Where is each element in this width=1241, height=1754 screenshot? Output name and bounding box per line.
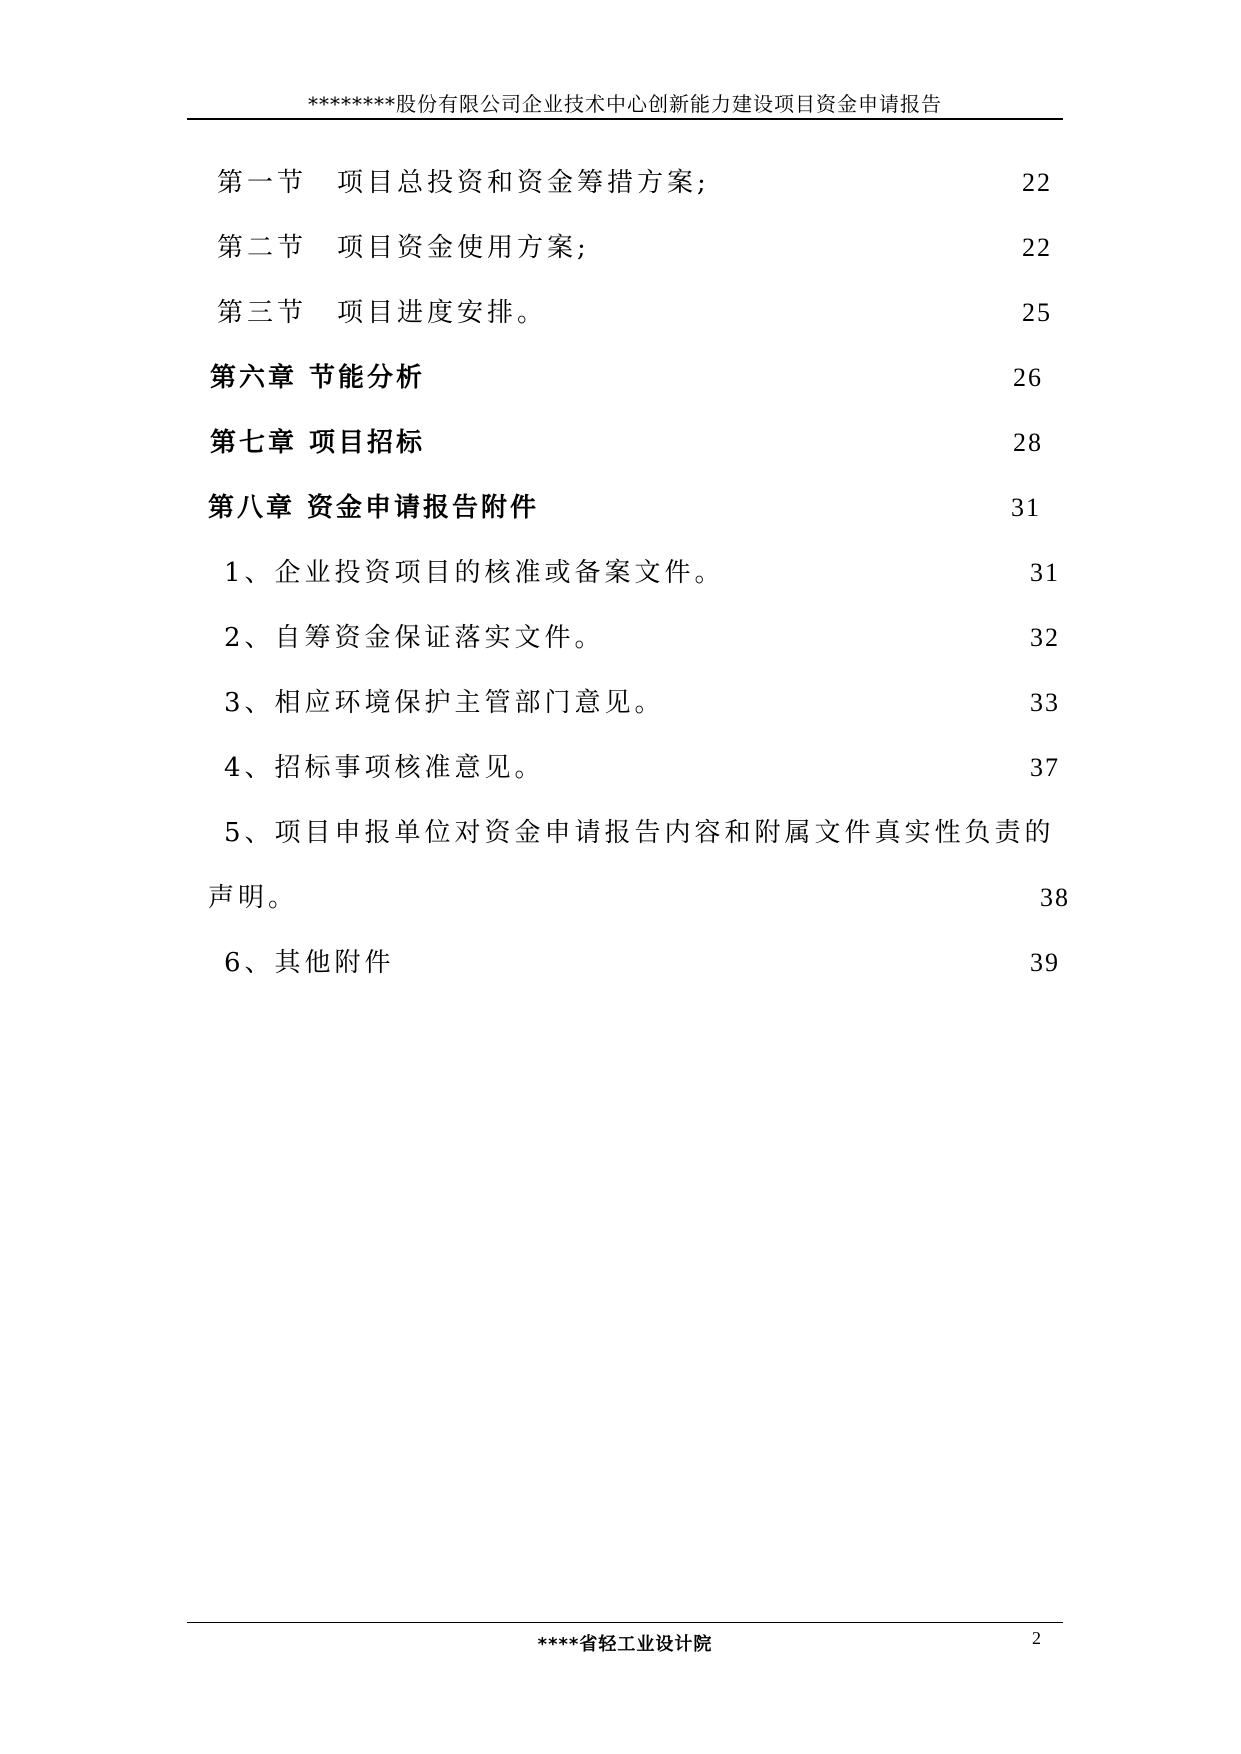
toc-entry-page: 25: [1022, 298, 1052, 327]
toc-entry-label: 第八章 资金申请报告附件: [208, 493, 540, 523]
toc-entry-section-3: [0, 293, 1241, 333]
toc-entry-attachment-5: [0, 813, 1241, 853]
footer-page-number: 2: [1032, 1628, 1041, 1648]
toc-entry-label: 1、企业投资项目的核准或备案文件。: [224, 558, 725, 588]
toc-entry-label: 2、自筹资金保证落实文件。: [224, 623, 605, 653]
toc-entry-chapter-7: [0, 423, 1241, 463]
toc-entry-attachment-3: [0, 683, 1241, 723]
toc-entry-label: 5、项目申报单位对资金申请报告内容和附属文件真实性负责的: [224, 818, 1055, 848]
toc-entry-page: 33: [1030, 688, 1060, 717]
toc-entry-label: 第六章 节能分析: [210, 363, 426, 393]
toc-entry-chapter-6: [0, 358, 1241, 398]
toc-entry-page: 28: [1013, 428, 1043, 457]
toc-entry-label: 6、其他附件: [224, 948, 395, 978]
toc-entry-page: 38: [1040, 883, 1070, 912]
toc-entry-label: 4、招标事项核准意见。: [224, 753, 545, 783]
header-divider: [187, 118, 1063, 120]
toc-entry-page: 31: [1030, 558, 1060, 587]
toc-entry-chapter-8: [0, 488, 1241, 528]
toc-entry-page: 39: [1030, 948, 1060, 977]
toc-entry-label-continued: 声明。: [208, 883, 299, 913]
toc-entry-attachment-2: [0, 618, 1241, 658]
toc-entry-page: 32: [1030, 623, 1060, 652]
toc-entry-attachment-4: [0, 748, 1241, 788]
toc-entry-page: 26: [1013, 363, 1043, 392]
toc-entry-attachment-1: [0, 553, 1241, 593]
toc-entry-attachment-6: [0, 943, 1241, 983]
footer-divider: [187, 1622, 1063, 1623]
toc-entry-label: 3、相应环境保护主管部门意见。: [224, 688, 665, 718]
toc-entry-page: 22: [1022, 168, 1052, 197]
toc-entry-page: 31: [1011, 493, 1041, 522]
toc-entry-label: 第七章 项目招标: [210, 428, 426, 458]
footer-organization: ****省轻工业设计院: [537, 1634, 713, 1655]
toc-entry-section-2: [0, 228, 1241, 268]
toc-entry-label: 第一节 项目总投资和资金筹措方案;: [217, 168, 710, 198]
toc-entry-section-1: [0, 163, 1241, 203]
toc-entry-attachment-5-continued: [0, 878, 1241, 918]
toc-entry-label: 第三节 项目进度安排。: [217, 298, 548, 328]
toc-entry-label: 第二节 项目资金使用方案;: [217, 233, 590, 263]
header-title: ********股份有限公司企业技术中心创新能力建设项目资金申请报告: [308, 92, 942, 116]
toc-entry-page: 22: [1022, 233, 1052, 262]
toc-entry-page: 37: [1030, 753, 1060, 782]
